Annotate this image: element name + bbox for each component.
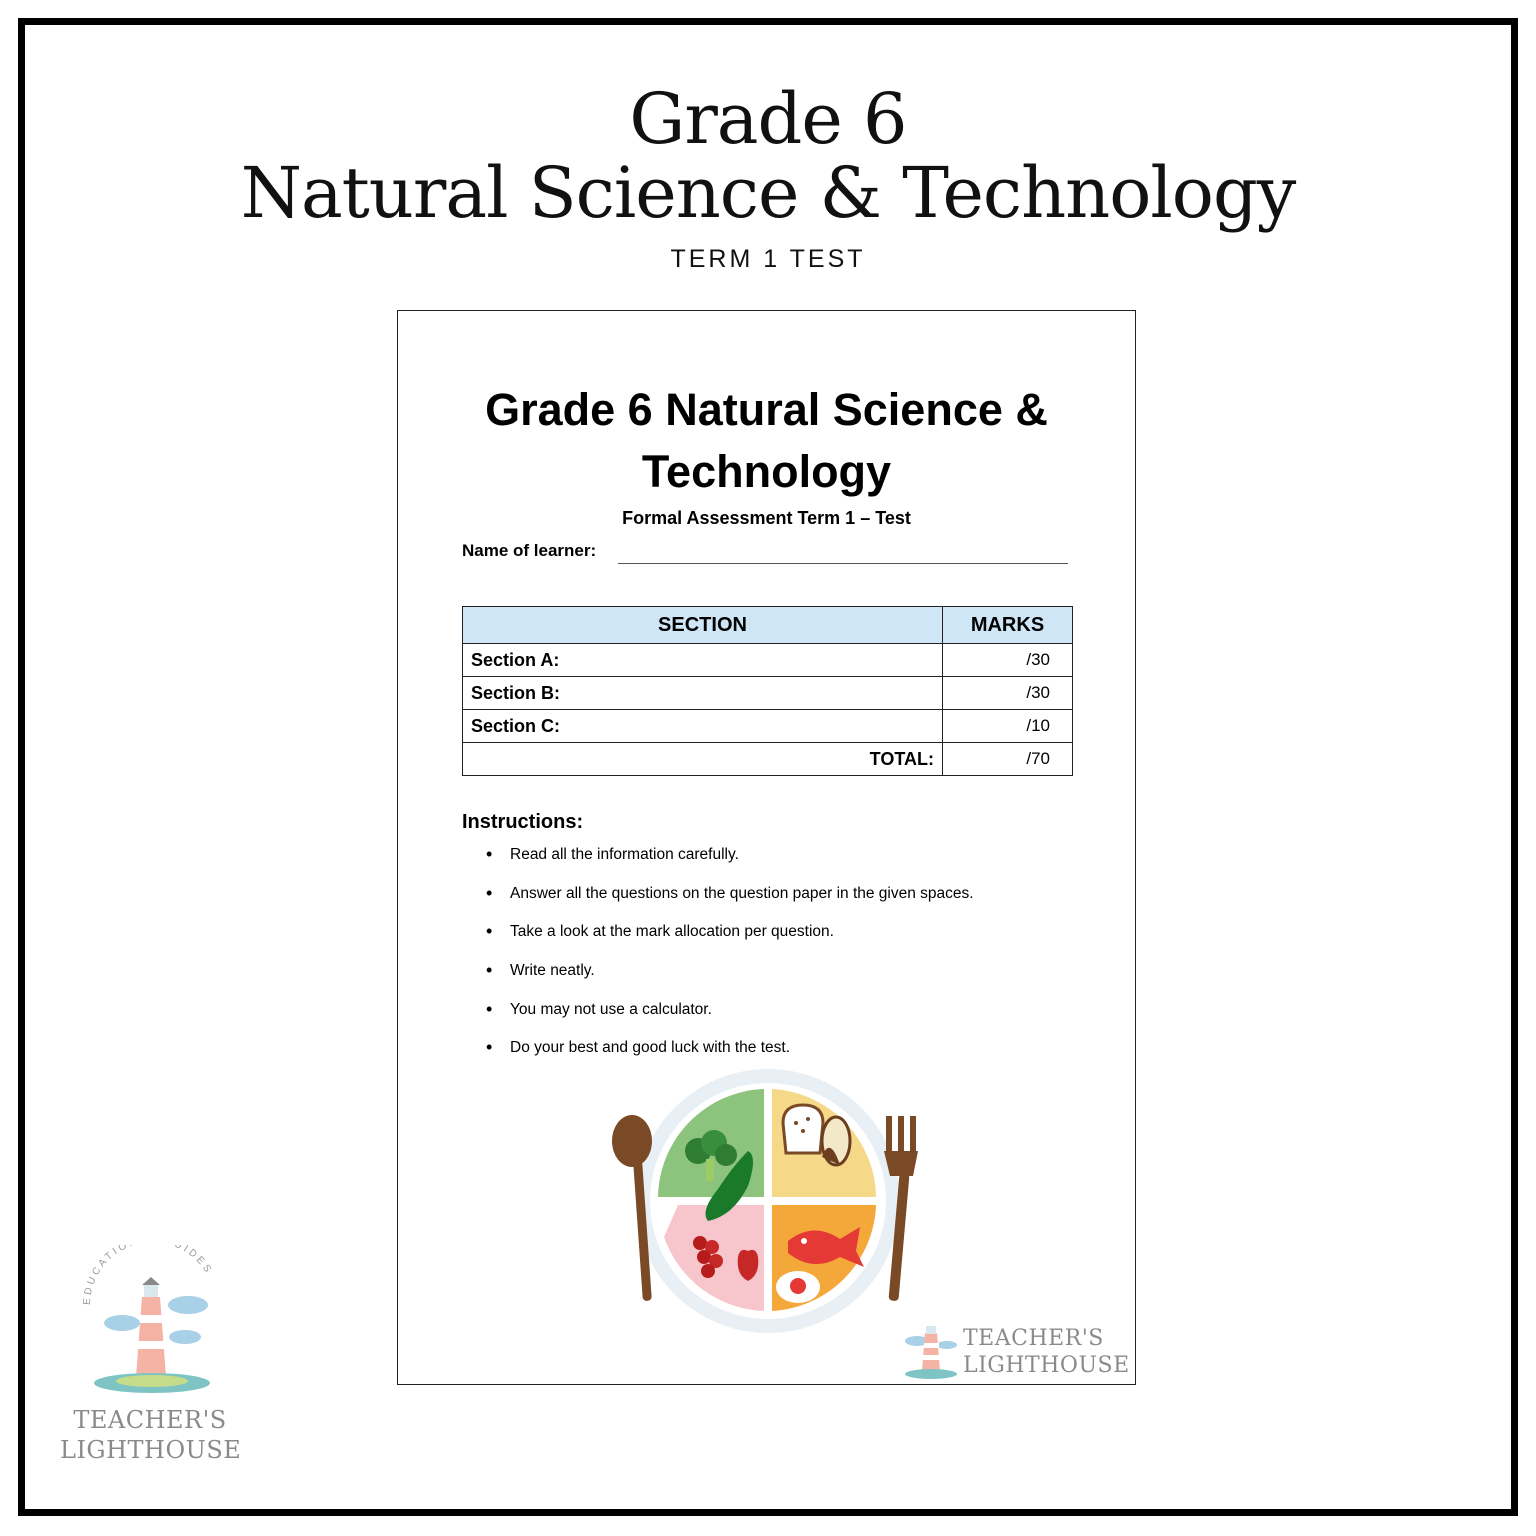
section-label: Section A: [463, 644, 943, 677]
document-title-line2: Technology [641, 446, 892, 497]
list-item: • You may not use a calculator. [486, 1001, 974, 1040]
header-marks: MARKS [943, 607, 1073, 644]
table-row [463, 710, 1073, 743]
hero-title-line2: Natural Science & Technology [240, 152, 1296, 234]
section-marks: /10 [943, 710, 1073, 743]
lighthouse-icon [60, 1245, 240, 1405]
instructions-title: Instructions: [462, 811, 584, 833]
section-marks: /30 [943, 644, 1073, 677]
brand-line1: TEACHER'S [963, 1326, 1104, 1351]
lighthouse-icon [903, 1321, 959, 1381]
document-preview [397, 310, 1136, 1385]
table-header-row [463, 607, 1073, 644]
hero-title-line1: Grade 6 [629, 78, 907, 160]
document-brand-logo [903, 1321, 1133, 1381]
hero-subtitle: TERM 1 TEST [670, 245, 866, 273]
instructions-list [486, 846, 974, 1078]
list-item: • Take a look at the mark allocation per question. [486, 923, 974, 962]
brand-line1: TEACHER'S [73, 1406, 227, 1434]
header-section: SECTION [463, 607, 943, 644]
list-item: • Answer all the questions on the question paper in the given spaces. [486, 885, 974, 924]
section-marks: /30 [943, 677, 1073, 710]
brand-line2: LIGHTHOUSE [963, 1353, 1130, 1378]
food-plate-illustration [608, 1061, 928, 1341]
section-label: Section B: [463, 677, 943, 710]
name-label: Name of learner: [462, 541, 597, 560]
brand-tagline: EDUCATIO UIDES [81, 1245, 215, 1306]
document-subtitle: Formal Assessment Term 1 – Test [622, 508, 911, 528]
brand-text [60, 1405, 240, 1465]
list-item: • Do your best and good luck with the test. [486, 1039, 974, 1078]
food-plate-icon [608, 1061, 928, 1341]
name-field-line [618, 563, 1068, 564]
marks-table [462, 606, 1073, 776]
total-label: TOTAL: [463, 743, 943, 776]
table-total-row [463, 743, 1073, 776]
section-label: Section C: [463, 710, 943, 743]
table-row [463, 644, 1073, 677]
table-row [463, 677, 1073, 710]
list-item: • Read all the information carefully. [486, 846, 974, 885]
brand-logo [60, 1245, 260, 1475]
document-title [398, 379, 1135, 503]
total-marks: /70 [943, 743, 1073, 776]
document-title-line1: Grade 6 Natural Science & [485, 384, 1048, 435]
brand-line2: LIGHTHOUSE [60, 1436, 242, 1464]
document-brand-text [963, 1325, 1130, 1379]
list-item: • Write neatly. [486, 962, 974, 1001]
